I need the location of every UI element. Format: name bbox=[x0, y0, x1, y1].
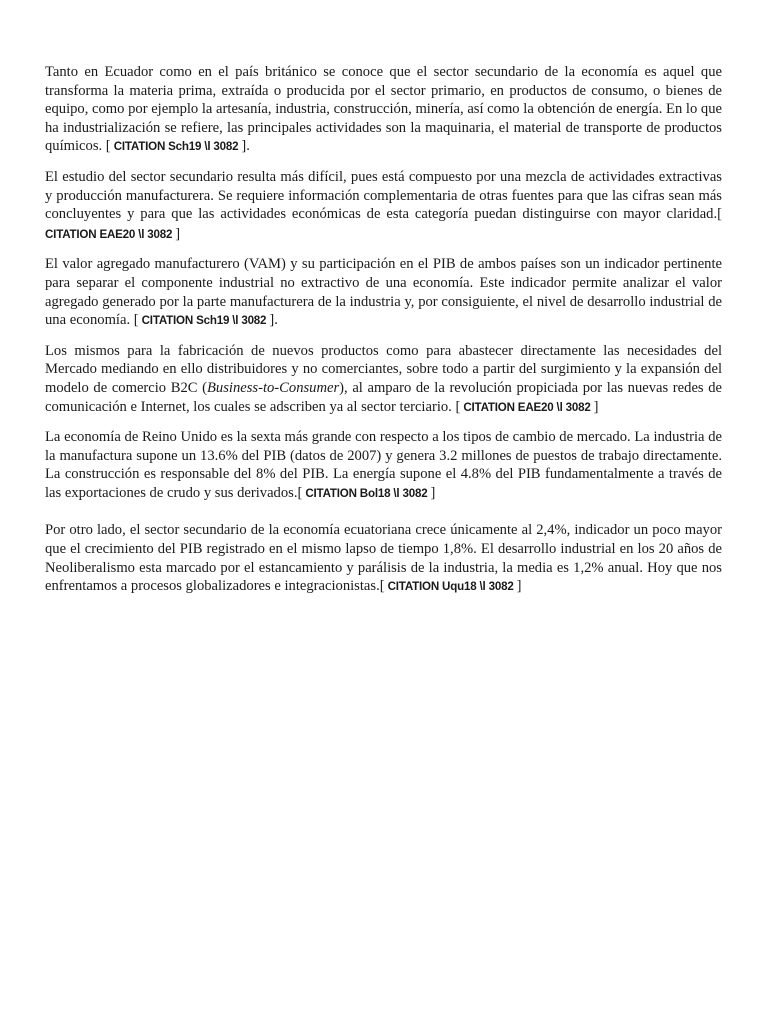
paragraph-end: ]. bbox=[241, 138, 250, 155]
paragraph-5 bbox=[45, 428, 722, 503]
paragraph-end: ] bbox=[516, 578, 522, 595]
paragraph-end: ] bbox=[175, 225, 181, 242]
paragraph-text: Por otro lado, el sector secundario de la economía ecuatoriana crece únicamente al 2,4%, indicador un poco mayor que el crecimiento del PIB registrado en el mismo lapso de tiempo 1,8%. El desarrollo industrial en los 20 años de Neoliberalismo esta marcado por el estancamiento y parálisis de la industria, la media es 1,2% anual. Hoy que nos enfrentamos a procesos globalizadores e integracionistas.[ bbox=[45, 522, 722, 595]
paragraph-text: Tanto en Ecuador como en el país británico se conoce que el sector secundario de la economía es aquel que transforma la materia prima, extraída o producida por el sector primario, en productos de consumo, o bienes de equipo, como por ejemplo la artesanía, industria, construcción, minería, así como la obtención de energía. En lo que ha industrialización se refiere, las principales actividades son la maquinaria, el material de transporte de productos químicos. [ bbox=[45, 64, 722, 155]
citation-field: CITATION Sch19 \l 3082 bbox=[138, 314, 270, 328]
citation-field: CITATION Sch19 \l 3082 bbox=[110, 140, 242, 154]
paragraph-text: La economía de Reino Unido es la sexta más grande con respecto a los tipos de cambio de mercado. La industria de la manufactura supone un 13.6% del PIB (datos de 2007) y genera 3.2 millones de puestos de trabajo directamente. La construcción es responsable del 8% del PIB. La energía supone el 4.8% del PIB fundamentalmente a través de las exportaciones de crudo y sus derivados.[ bbox=[45, 429, 722, 501]
paragraph-1 bbox=[45, 63, 722, 157]
citation-field: CITATION EAE20 \l 3082 bbox=[45, 227, 176, 241]
document-body bbox=[45, 63, 722, 608]
italic-term: Business-to-Consumer bbox=[207, 379, 340, 396]
paragraph-6 bbox=[45, 521, 722, 596]
paragraph-text: El estudio del sector secundario resulta más difícil, pues está compuesto por una mezcla de actividades extractivas y producción manufacturera. Se requiere información complementaria de otras fuentes para que las cifras sean más concluyentes y para que las actividades económicas de esta categoría puedan distinguirse con mayor claridad.[ bbox=[45, 168, 722, 223]
paragraph-text: Los mismos para la fabricación de nuevos productos como para abastecer directamente las necesidades del Mercado mediando en ello distribuidores y no comerciantes, sobre todo a partir del surgimiento y la expansión del modelo de comercio B2C ( bbox=[45, 342, 722, 396]
paragraph-text: El valor agregado manufacturero (VAM) y su participación en el PIB de ambos países son un indicador pertinente para separar el componente industrial no extractivo de una economía. Este indicador permite analizar el valor agregado generado por la parte manufacturera de la industria y, por consiguiente, el nivel de desarrollo industrial de una economía. [ bbox=[45, 256, 722, 329]
citation-field: CITATION Uqu18 \l 3082 bbox=[384, 580, 517, 594]
paragraph-4 bbox=[45, 342, 722, 417]
paragraph-end: ] bbox=[430, 484, 436, 501]
paragraph-end: ] bbox=[593, 398, 599, 415]
paragraph-end: ]. bbox=[269, 312, 278, 329]
paragraph-3 bbox=[45, 255, 722, 330]
paragraph-text-continued: ), al amparo de la revolución propiciada por las nuevas redes de comunicación e Internet, los cuales se adscriben ya al sector terciario. [ bbox=[45, 379, 723, 415]
citation-field: CITATION EAE20 \l 3082 bbox=[460, 400, 594, 414]
paragraph-2 bbox=[45, 168, 722, 244]
citation-field: CITATION Bol18 \l 3082 bbox=[302, 486, 431, 500]
